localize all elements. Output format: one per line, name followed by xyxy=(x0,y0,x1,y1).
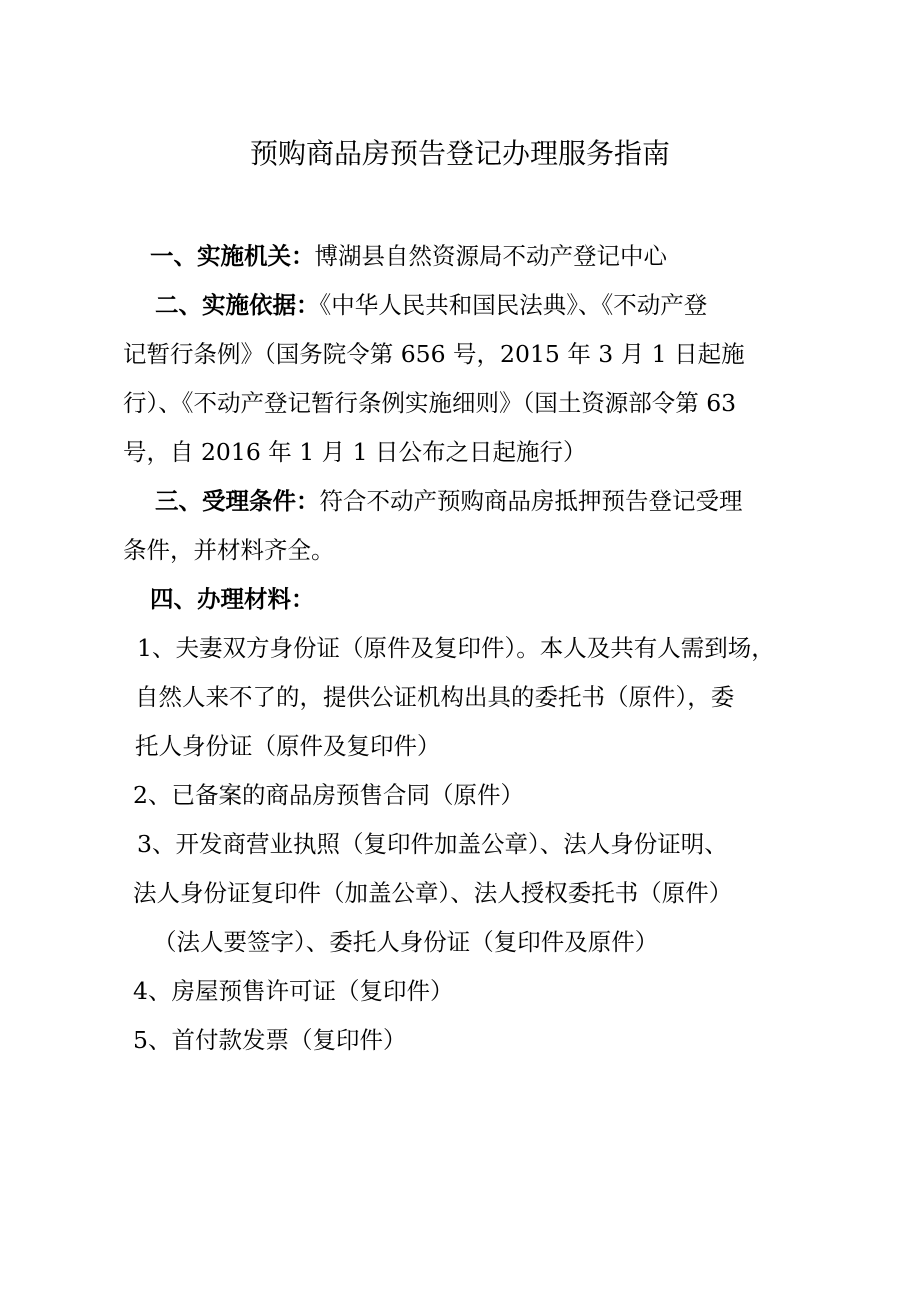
document-title: 预购商品房预告登记办理服务指南 xyxy=(249,137,670,170)
section-heading: 一、实施机关： xyxy=(150,242,315,270)
list-item: 3、开发商营业执照（复印件加盖公章）、法人身份证明、 xyxy=(137,830,728,858)
section-heading: 三、受理条件： xyxy=(155,487,320,515)
section-text-line: 行）、《不动产登记暂行条例实施细则》（国土资源部令第 63 xyxy=(123,389,737,417)
list-item-continuation: 托人身份证（原件及复印件） xyxy=(135,732,441,760)
list-item: 5、首付款发票（复印件） xyxy=(133,1026,407,1054)
section-text-line: 记暂行条例》（国务院令第 656 号，2015 年 3 月 1 日起施 xyxy=(123,340,745,368)
section-legal-basis xyxy=(155,281,707,329)
section-text: 博湖县自然资源局不动产登记中心 xyxy=(314,242,667,270)
section-text-line: 条件，并材料齐全。 xyxy=(123,536,335,564)
section-acceptance-conditions xyxy=(155,477,743,525)
list-item-continuation: （法人要签字）、委托人身份证（复印件及原件） xyxy=(153,928,659,956)
section-heading-materials: 四、办理材料： xyxy=(150,585,315,613)
list-item-continuation: 法人身份证复印件（加盖公章）、法人授权委托书（原件） xyxy=(133,879,733,907)
list-item: 4、房屋预售许可证（复印件） xyxy=(133,977,454,1005)
section-heading: 二、实施依据： xyxy=(155,291,320,319)
list-item: 2、已备案的商品房预售合同（原件） xyxy=(133,781,524,809)
section-text: 符合不动产预购商品房抵押预告登记受理 xyxy=(319,487,743,515)
section-text-line: 号，自 2016 年 1 月 1 日公布之日起施行） xyxy=(123,438,587,466)
section-text: 《中华人民共和国民法典》、《不动产登 xyxy=(319,291,708,319)
list-item-continuation: 自然人来不了的，提供公证机构出具的委托书（原件），委 xyxy=(135,683,735,711)
list-item: 1、夫妻双方身份证（原件及复印件）。本人及共有人需到场， xyxy=(137,634,775,662)
section-implementing-agency xyxy=(150,232,667,280)
